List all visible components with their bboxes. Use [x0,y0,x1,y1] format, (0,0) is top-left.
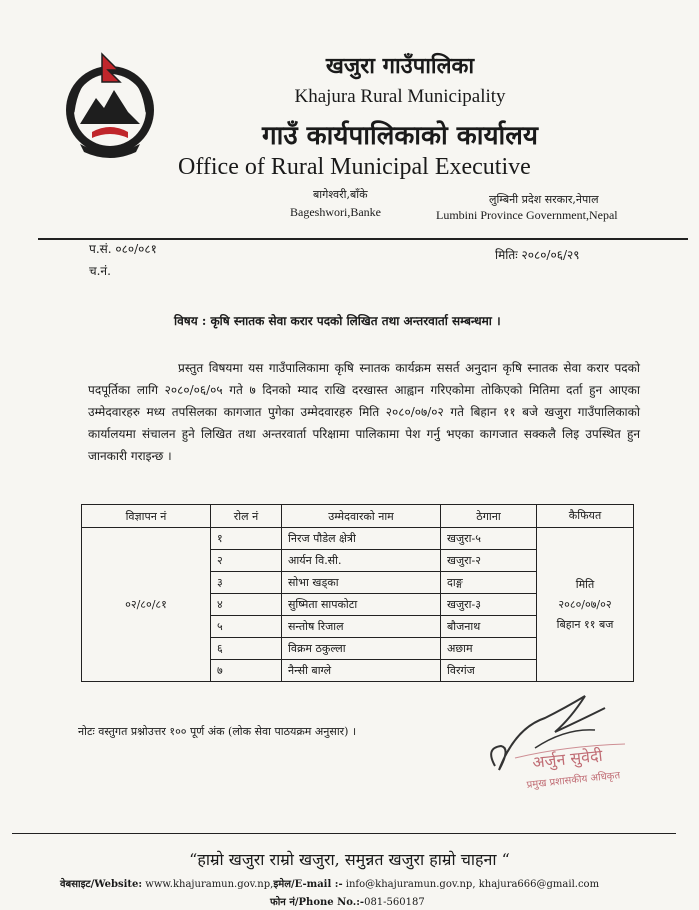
phone-number: 081-560187 [364,897,425,908]
remarks-line: मिति [575,577,595,591]
exam-note: नोटः वस्तुगत प्रश्नोउत्तर १०० पूर्ण अंक (लोक सेवा पाठयक्रम अनुसार) । [78,725,357,738]
candidate-address: बौजनाथ [441,616,537,638]
svg-text:अर्जुन सुवेदी: अर्जुन सुवेदी [531,745,604,772]
candidate-name: विक्रम ठकुल्ला [282,638,441,660]
contact-line [60,876,599,890]
table-header-row [82,505,634,528]
candidate-address: खजुरा-५ [441,528,537,550]
municipality-name-np: खजुरा गाउँपालिका [325,53,475,79]
roll-number: ४ [211,594,282,616]
roll-number: ६ [211,638,282,660]
municipality-emblem [62,52,158,160]
roll-number: ३ [211,572,282,594]
candidate-address: विरगंज [441,660,537,682]
letter-date: मितिः २०८०/०६/२९ [495,248,580,262]
header-remarks: कैफियत [537,505,634,528]
phone-label: फोन नं/Phone No.:- [270,897,365,908]
remarks-cell [537,528,634,682]
candidate-name: सोभा खड्का [282,572,441,594]
website-link[interactable]: www.khajuramun.gov.np, [145,879,274,890]
candidate-address: दाङ्ग [441,572,537,594]
remarks-line: बिहान ११ बज [556,617,614,631]
roll-number: ५ [211,616,282,638]
phone-line [270,894,425,908]
roll-number: १ [211,528,282,550]
table-row [82,528,634,550]
candidate-address: खजुरा-२ [441,550,537,572]
candidate-name: नैन्सी बाग्ले [282,660,441,682]
candidate-name: आर्यन वि.सी. [282,550,441,572]
signature-stamp [475,688,645,798]
office-name-np: गाउँ कार्यपालिकाको कार्यालय [262,121,538,151]
address-np: बागेश्वरी,बाँके [313,188,368,201]
roll-number: २ [211,550,282,572]
candidate-name: सुष्मिता सापकोटा [282,594,441,616]
roll-number: ७ [211,660,282,682]
province-en: Lumbini Province Government,Nepal [436,208,618,222]
candidate-name: निरज पौडेल क्षेत्री [282,528,441,550]
municipality-name-en: Khajura Rural Municipality [294,86,506,107]
candidate-name: सन्तोष रिजाल [282,616,441,638]
candidate-address: खजुरा-३ [441,594,537,616]
header-candidate-name: उम्मेदवारको नाम [282,505,441,528]
office-name-en: Office of Rural Municipal Executive [178,154,531,180]
header-address: ठेगाना [441,505,537,528]
candidate-table [81,504,634,682]
candidate-address: अछाम [441,638,537,660]
email-label: इमेल/E-mail :- [273,879,343,890]
svg-text:प्रमुख प्रशासकीय अधिकृत: प्रमुख प्रशासकीय अधिकृत [526,770,621,791]
header-advertisement-no: विज्ञापन नं [82,505,211,528]
municipality-slogan: “हाम्रो खजुरा राम्रो खजुरा, समुन्नत खजुरा हाम्रो चाहना “ [189,850,510,869]
letter-subject: विषय : कृषि स्नातक सेवा करार पदको लिखित तथा अन्तरवार्ता सम्बन्धमा । [174,314,501,328]
footer-divider [12,833,676,834]
email-address[interactable]: info@khajuramun.gov.np, khajura666@gmail.com [345,879,600,890]
website-label: वेबसाइट/Website: [60,879,143,890]
address-en: Bageshwori,Banke [290,205,381,219]
header-roll-no: रोल नं [211,505,282,528]
dispatch-number: च.नं. [89,264,111,278]
province-np: लुम्बिनी प्रदेश सरकार,नेपाल [489,193,599,206]
remarks-line: २०८०/०७/०२ [558,597,612,611]
letter-body: प्रस्तुत विषयमा यस गाउँपालिकामा कृषि स्नातक कार्यक्रम ससर्त अनुदान कृषि स्नातक सेवा करार पदको पदपूर्तिका लागि २०८०/०६/०५ गते ७ दिनको म्याद राखि दरखास्त आह्वान गरिएकोमा तोकिएको मितिमा दर्ता हुन आएका उम्मेदवारहरु मध्य तपसिलका कागजात पुगेका उम्मेदवारहरु मिति २०८०/०७/०२ गते बिहान ११ बजे खजुरा गाउँपालिकाको कार्यालयमा संचालन हुने लिखित तथा अन्तरवार्ता परिक्षामा पालिकामा पेश गर्नु भएका कागजात सक्कलै लिइ उपस्थित हुन जानकारी गराइन्छ । [88,361,640,463]
reference-number: प.सं. ०८०/०८१ [89,242,157,256]
advertisement-number: ०२/८०/८१ [82,528,211,682]
